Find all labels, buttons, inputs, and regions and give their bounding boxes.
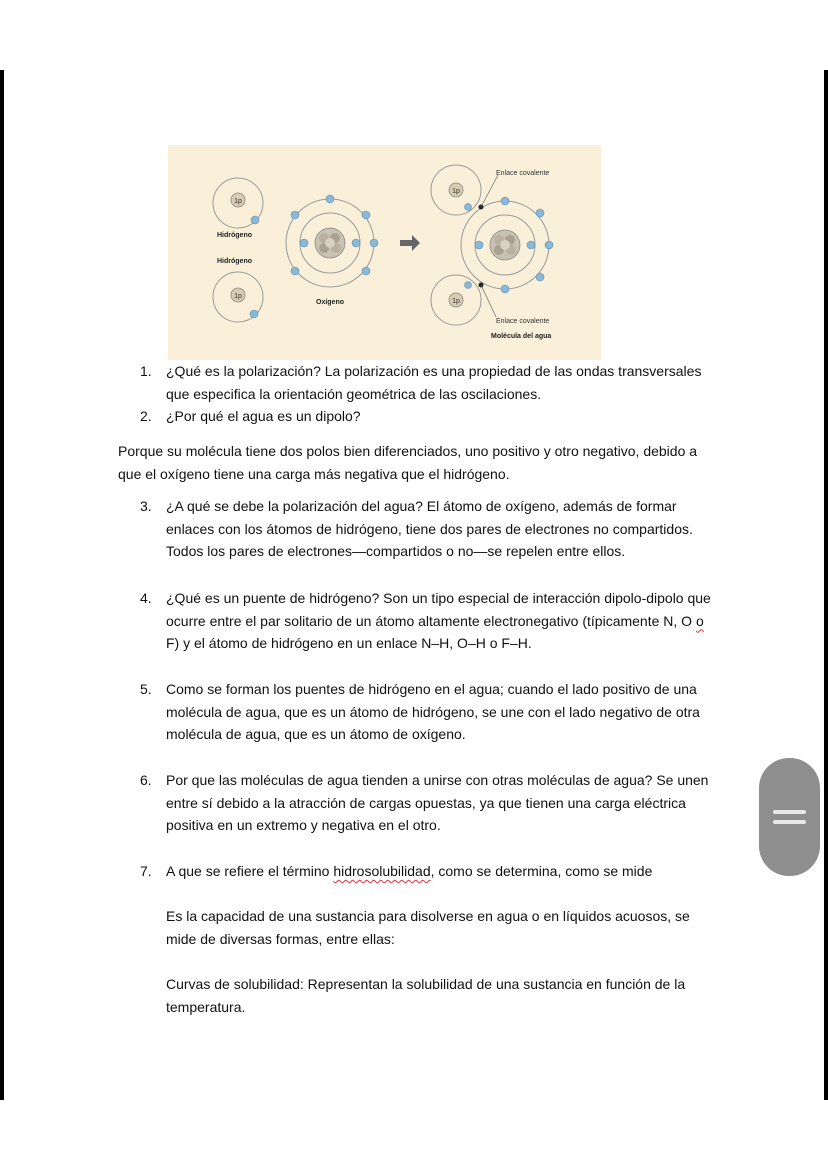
spellcheck-flag: hidrosolubilidad	[333, 863, 431, 879]
svg-text:1p: 1p	[452, 188, 460, 195]
handle-grip-line	[773, 810, 806, 814]
reaction-arrow-icon	[400, 235, 420, 251]
scroll-handle[interactable]	[759, 758, 820, 876]
hydrogen-label-top: Hidrógeno	[217, 232, 252, 239]
question-5: Como se forman los puentes de hidrógeno en el agua; cuando el lado positivo de una molécula de agua, que es un átomo de hidrógeno, se une con el lado negativo de otra molécula de agua, que es un átomo de oxígeno.	[166, 681, 700, 742]
question-6: Por que las moléculas de agua tienden a unirse con otras moléculas de agua? Se unen entre sí debido a la atracción de cargas opuestas, ya que tienen una carga eléctrica positiva en un extremo y negativa en el otro.	[166, 772, 709, 833]
answer-7-paragraph: Es la capacidad de una sustancia para disolverse en agua o en líquidos acuosos, se mide de diversas formas, entre ellas:	[166, 908, 690, 947]
hydrogen-label-bottom: Hidrógeno	[217, 258, 252, 265]
left-edge-bar	[0, 70, 4, 1100]
water-molecule	[431, 165, 553, 325]
spellcheck-flag: o	[695, 612, 704, 629]
oxygen-label: Oxígeno	[316, 299, 345, 306]
water-molecule-figure	[168, 145, 601, 360]
question-7: A que se refiere el término hidrosolubilidad, como se determina, como se mide	[166, 863, 653, 879]
list-number: 3.	[140, 498, 152, 514]
list-number: 6.	[140, 772, 152, 788]
svg-text:1p: 1p	[234, 198, 242, 205]
handle-grip-line	[773, 820, 806, 824]
list-number: 1.	[140, 363, 152, 379]
svg-text:1p: 1p	[452, 298, 460, 305]
bond-label-bottom: Enlace covalente	[496, 318, 550, 325]
hydrogen-atom-bottom	[213, 272, 263, 322]
bond-label-top: Enlace covalente	[496, 170, 550, 177]
question-3: ¿A qué se debe la polarización del agua? El átomo de oxígeno, además de formar enlaces con los átomos de hidrógeno, tiene dos pares de electrones no compartidos. Todos los pares de electrones—compartidos o no—se repelen entre ellos.	[166, 498, 693, 559]
answer-2-paragraph: Porque su molécula tiene dos polos bien diferenciados, uno positivo y otro negativo, debido a que el oxígeno tiene una carga más negativa que el hidrógeno.	[118, 443, 698, 482]
question-1: ¿Qué es la polarización? La polarización es una propiedad de las ondas transversales que especifica la orientación geométrica de las oscilaciones.	[166, 363, 702, 402]
hydrogen-atom-top	[213, 178, 263, 228]
solubility-curves-paragraph: Curvas de solubilidad: Representan la solubilidad de una sustancia en función de la temperatura.	[166, 976, 686, 1015]
oxygen-atom	[286, 195, 378, 287]
list-number: 2.	[140, 408, 152, 424]
water-molecule-diagram	[168, 145, 601, 360]
question-4: ¿Qué es un puente de hidrógeno? Son un tipo especial de interacción dipolo-dipolo que ocurre entre el par solitario de un átomo altamente electronegativo (típicamente N, O o F) y el átomo de hidrógeno en un enlace N–H, O–H o F–H.	[166, 590, 711, 651]
svg-text:1p: 1p	[234, 293, 242, 300]
list-number: 5.	[140, 681, 152, 697]
list-number: 7.	[140, 863, 152, 879]
water-molecule-label: Molécula del agua	[491, 333, 552, 340]
question-2: ¿Por qué el agua es un dipolo?	[166, 408, 361, 424]
list-number: 4.	[140, 590, 152, 606]
right-edge-bar	[824, 70, 828, 1100]
